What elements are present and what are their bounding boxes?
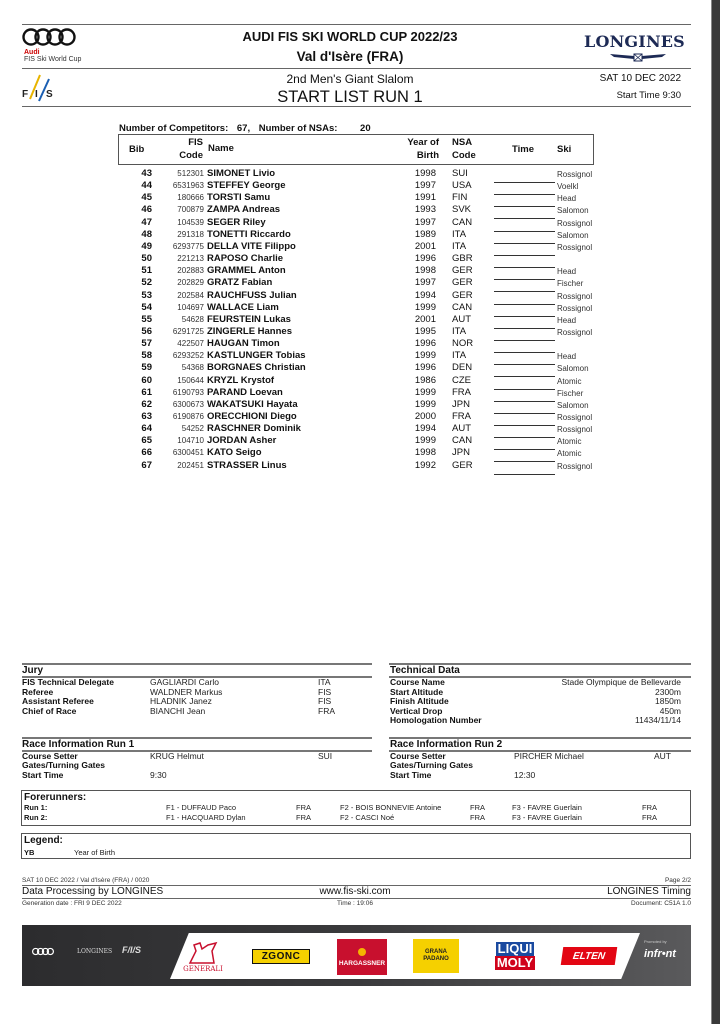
fis-code: 6300451 xyxy=(172,448,204,458)
svg-text:I: I xyxy=(35,89,38,100)
jury-nation: FIS xyxy=(318,696,332,706)
run2-course-setter-nation: AUT xyxy=(654,751,671,761)
legend-desc: Year of Birth xyxy=(74,848,115,857)
bib-number: 65 xyxy=(141,435,152,447)
race-name: 2nd Men's Giant Slalom xyxy=(286,72,414,86)
forerunner-1: F1 - HACQUARD Dylan xyxy=(166,812,246,822)
forerunner-2: F2 - BOIS BONNEVIE Antoine xyxy=(340,803,442,812)
sponsor-elten: ELTEN xyxy=(561,947,618,965)
col-nsa-1: NSA xyxy=(452,137,473,148)
forerunner-run-label: Run 2: xyxy=(24,812,48,822)
table-row xyxy=(118,362,594,374)
table-row xyxy=(118,338,594,350)
athlete-name: STRASSER Linus xyxy=(207,459,287,471)
nsa-code: AUT xyxy=(452,423,471,435)
athlete-name: KATO Seigo xyxy=(207,447,262,459)
run2-start-time-label: Start Time xyxy=(390,770,432,780)
jury-role: Chief of Race xyxy=(22,705,77,716)
fis-code: 54368 xyxy=(181,363,204,373)
sponsor-infront-pre: Promoted by xyxy=(644,939,667,944)
jury-role: Referee xyxy=(22,686,54,697)
nsa-code: FRA xyxy=(452,411,471,422)
venue-title: Val d'Isère (FRA) xyxy=(296,49,404,64)
year-of-birth: 1989 xyxy=(414,228,436,240)
run1-gates-label: Gates/Turning Gates xyxy=(22,760,105,770)
col-fis-code-2: Code xyxy=(179,150,203,161)
fis-code: 512301 xyxy=(177,169,204,178)
forerunner-1-nation: FRA xyxy=(296,803,311,812)
bib-number: 60 xyxy=(141,374,152,386)
fis-code: 202584 xyxy=(177,290,204,300)
ski-brand: Head xyxy=(557,267,577,277)
footer-page: Page 2/2 xyxy=(664,877,691,884)
forerunner-1-nation: FRA xyxy=(296,812,311,822)
athlete-name: DELLA VITE Filippo xyxy=(207,240,296,252)
ski-brand: Rossignol xyxy=(557,303,593,313)
ski-brand: Salomon xyxy=(557,230,589,240)
ski-brand: Rossignol xyxy=(557,327,593,337)
year-of-birth: 1996 xyxy=(414,253,436,265)
forerunner-3: F3 - FAVRE Guerlain xyxy=(512,812,582,822)
bib-number: 44 xyxy=(141,180,152,192)
nsa-code: CAN xyxy=(452,435,473,447)
athlete-name: JORDAN Asher xyxy=(207,435,277,447)
year-of-birth: 1986 xyxy=(414,374,436,386)
longines-logo: LONGINES xyxy=(584,32,685,51)
year-of-birth: 1993 xyxy=(414,204,436,216)
ski-brand: Rossignol xyxy=(557,413,593,422)
bib-number: 54 xyxy=(141,301,152,313)
athlete-name: HAUGAN Timon xyxy=(207,338,280,350)
forerunner-2-nation: FRA xyxy=(470,803,485,812)
athlete-name: TORSTI Samu xyxy=(207,192,271,204)
nsa-code: FIN xyxy=(452,192,468,204)
nsa-code: GER xyxy=(452,277,473,289)
athlete-name: SIMONET Livio xyxy=(207,168,276,179)
tech-title: Technical Data xyxy=(390,665,460,676)
nsa-code: ITA xyxy=(452,240,467,252)
bib-number: 56 xyxy=(141,325,152,337)
forerunners-title: Forerunners: xyxy=(24,792,87,803)
year-of-birth: 1999 xyxy=(414,386,436,398)
run2-title: Race Information Run 2 xyxy=(390,739,503,750)
nsas-count: 20 xyxy=(360,123,371,134)
year-of-birth: 1998 xyxy=(414,265,436,277)
legend-abbr: YB xyxy=(24,848,35,857)
nsa-code: FRA xyxy=(452,386,471,398)
ski-brand: Rossignol xyxy=(557,425,593,435)
sponsor-banner xyxy=(22,925,691,986)
jury-role: Assistant Referee xyxy=(22,696,94,706)
nsa-code: ITA xyxy=(452,350,467,362)
athlete-name: RAPOSO Charlie xyxy=(207,253,284,265)
audi-brand-text: Audi xyxy=(24,49,40,56)
event-title: AUDI FIS SKI WORLD CUP 2022/23 xyxy=(242,29,458,44)
table-row xyxy=(118,229,594,241)
year-of-birth: 1998 xyxy=(414,168,436,179)
table-row xyxy=(118,411,594,423)
table-row xyxy=(118,265,594,277)
tech-value: 1850m xyxy=(655,696,681,706)
tech-value: 2300m xyxy=(655,686,681,697)
audi-subtitle: FIS Ski World Cup xyxy=(24,56,82,63)
legend-box xyxy=(21,833,691,859)
table-row xyxy=(118,435,594,447)
table-row xyxy=(118,277,594,289)
nsa-code: SVK xyxy=(452,204,472,216)
bib-number: 57 xyxy=(141,338,152,350)
year-of-birth: 1991 xyxy=(414,192,436,204)
fis-code: 202883 xyxy=(177,266,204,276)
col-time: Time xyxy=(512,144,535,155)
bib-number: 61 xyxy=(141,386,152,398)
forerunner-3: F3 - FAVRE Guerlain xyxy=(512,803,582,812)
bib-number: 58 xyxy=(141,350,152,362)
athlete-name: KRYZL Krystof xyxy=(207,374,275,386)
bib-number: 50 xyxy=(141,253,152,265)
nsa-code: SUI xyxy=(452,168,468,179)
fis-code: 54628 xyxy=(181,314,204,324)
legend-title: Legend: xyxy=(24,835,63,846)
year-of-birth: 1999 xyxy=(414,435,436,447)
competitor-summary xyxy=(119,123,371,134)
fis-code: 150644 xyxy=(177,375,204,385)
athlete-name: ORECCHIONI Diego xyxy=(207,411,297,422)
col-yob-1: Year of xyxy=(407,137,439,148)
jury-name: WALDNER Markus xyxy=(150,686,223,697)
footer-website[interactable]: www.fis-ski.com xyxy=(319,886,391,897)
year-of-birth: 1994 xyxy=(414,289,436,301)
longines-wings-icon xyxy=(608,51,668,63)
nsa-code: GER xyxy=(452,265,473,277)
jury-nation: FIS xyxy=(318,686,332,697)
ski-brand: Salomon xyxy=(557,364,589,374)
table-row xyxy=(118,447,594,459)
year-of-birth: 2001 xyxy=(414,313,436,325)
col-nsa-2: Code xyxy=(452,150,476,161)
athlete-name: STEFFEY George xyxy=(207,180,286,192)
viewer-scrollbar[interactable] xyxy=(711,0,720,1024)
tech-label: Vertical Drop xyxy=(390,705,443,716)
year-of-birth: 1996 xyxy=(414,338,436,350)
year-of-birth: 1995 xyxy=(414,325,436,337)
footer-generation-date: Generation date : FRI 9 DEC 2022 xyxy=(22,900,122,907)
ski-brand: Atomic xyxy=(557,376,582,386)
sponsor-infront: infr•nt xyxy=(644,948,676,960)
year-of-birth: 1997 xyxy=(414,180,436,192)
ski-brand: Fischer xyxy=(557,388,584,398)
table-row xyxy=(118,460,594,472)
table-row xyxy=(118,302,594,314)
list-title: START LIST RUN 1 xyxy=(277,88,423,106)
athlete-name: SEGER Riley xyxy=(207,216,266,228)
table-row xyxy=(118,314,594,326)
sponsor-grana-padano: GRANA PADANO xyxy=(413,939,459,973)
tech-value: Stade Olympique de Bellevarde xyxy=(561,677,681,687)
jury-nation: ITA xyxy=(318,677,331,687)
bib-number: 43 xyxy=(141,168,152,179)
fis-code: 6190876 xyxy=(172,412,204,421)
jury-top-rule xyxy=(22,663,372,665)
run1-course-setter-label: Course Setter xyxy=(22,751,78,761)
fis-code: 104539 xyxy=(177,217,204,227)
fis-code: 180666 xyxy=(177,193,204,203)
athlete-name: WAKATSUKI Hayata xyxy=(207,398,298,410)
tech-label: Homologation Number xyxy=(390,715,482,725)
footer-time: Time : 19:06 xyxy=(337,900,373,907)
bib-number: 53 xyxy=(141,289,152,301)
bib-number: 47 xyxy=(141,216,152,228)
year-of-birth: 1999 xyxy=(414,398,436,410)
start-list-header xyxy=(118,134,594,165)
bib-number: 55 xyxy=(141,313,152,325)
athlete-name: ZINGERLE Hannes xyxy=(207,325,292,337)
year-of-birth: 1996 xyxy=(414,362,436,374)
bib-number: 45 xyxy=(141,192,152,204)
audi-rings-small-icon xyxy=(32,947,54,956)
ski-brand: Voelkl xyxy=(557,182,579,192)
run2-course-setter: PIRCHER Michael xyxy=(514,751,584,761)
year-of-birth: 1999 xyxy=(414,350,436,362)
fis-code: 6531963 xyxy=(172,181,204,191)
col-fis-code-1: FIS xyxy=(188,137,203,148)
bib-number: 62 xyxy=(141,398,152,410)
footer-data-processing: Data Processing by LONGINES xyxy=(22,886,164,897)
footer-doc-ref: SAT 10 DEC 2022 / Val d'Isère (FRA) / 0020 xyxy=(22,877,150,884)
bib-number: 59 xyxy=(141,362,152,374)
athlete-name: BORGNAES Christian xyxy=(207,362,306,374)
fis-code: 104697 xyxy=(177,302,204,312)
jury-nation: FRA xyxy=(318,705,335,716)
nsa-code: GER xyxy=(452,459,473,471)
sponsor-longines-small: LONGINES xyxy=(77,948,113,955)
athlete-name: RAUCHFUSS Julian xyxy=(207,289,297,301)
athlete-name: WALLACE Liam xyxy=(207,301,279,313)
athlete-name: ZAMPA Andreas xyxy=(207,204,281,216)
ski-brand: Atomic xyxy=(557,449,582,459)
fis-code: 422507 xyxy=(177,339,204,349)
tech-value: 11434/11/14 xyxy=(634,715,681,725)
table-row xyxy=(118,350,594,362)
hargassner-emblem-icon xyxy=(358,948,366,956)
jury-title: Jury xyxy=(22,665,44,676)
sponsor-hargassner: HARGASSNER xyxy=(337,939,387,975)
ski-brand: Head xyxy=(557,315,577,325)
generali-lion-icon xyxy=(188,941,218,965)
forerunner-2-nation: FRA xyxy=(470,812,485,822)
year-of-birth: 1992 xyxy=(414,459,436,471)
nsas-label: Number of NSAs: xyxy=(258,123,338,134)
athlete-name: KASTLUNGER Tobias xyxy=(207,350,306,362)
bib-number: 63 xyxy=(141,411,152,422)
table-row xyxy=(118,387,594,399)
table-row xyxy=(118,423,594,435)
jury-name: GAGLIARDI Carlo xyxy=(150,677,219,687)
fis-code: 54252 xyxy=(181,424,204,434)
nsa-code: ITA xyxy=(452,228,467,240)
year-of-birth: 1997 xyxy=(414,277,436,289)
nsa-code: NOR xyxy=(452,338,474,350)
start-time: Start Time 9:30 xyxy=(616,90,681,101)
run1-start-time-label: Start Time xyxy=(22,770,64,780)
nsa-code: GBR xyxy=(452,253,473,265)
forerunner-run-label: Run 1: xyxy=(24,803,48,812)
sponsor-generali: GENERALI xyxy=(180,937,226,977)
jury-role: FIS Technical Delegate xyxy=(22,677,114,687)
competitors-count: 67, xyxy=(236,123,251,134)
jury-name: BIANCHI Jean xyxy=(150,705,206,716)
athlete-name: GRAMMEL Anton xyxy=(207,265,286,277)
table-row xyxy=(118,241,594,253)
col-name: Name xyxy=(208,143,234,154)
table-row xyxy=(118,192,594,204)
nsa-code: AUT xyxy=(452,313,471,325)
col-yob-2: Birth xyxy=(416,150,439,161)
ski-brand: Rossignol xyxy=(557,170,593,179)
col-bib: Bib xyxy=(129,144,145,155)
fis-code: 202829 xyxy=(177,278,204,288)
fis-code: 104710 xyxy=(177,436,204,446)
fis-code: 700879 xyxy=(177,205,204,215)
bib-number: 64 xyxy=(141,423,152,435)
svg-text:F: F xyxy=(22,89,29,100)
jury-name: HLADNIK Janez xyxy=(150,696,212,706)
fis-code: 6293775 xyxy=(172,241,204,251)
table-row xyxy=(118,290,594,302)
table-row xyxy=(118,217,594,229)
ski-brand: Rossignol xyxy=(557,291,593,301)
nsa-code: DEN xyxy=(452,362,473,374)
table-row xyxy=(118,326,594,338)
tech-label: Course Name xyxy=(390,677,445,687)
nsa-code: ITA xyxy=(452,325,467,337)
audi-rings-logo xyxy=(22,27,76,47)
footer-timing: LONGINES Timing xyxy=(607,886,691,897)
run1-course-setter: KRUG Helmut xyxy=(150,751,204,761)
fis-code: 221213 xyxy=(177,254,204,264)
year-of-birth: 1994 xyxy=(414,423,436,435)
nsa-code: CAN xyxy=(452,216,473,228)
run2-course-setter-label: Course Setter xyxy=(390,751,446,761)
nsa-code: CZE xyxy=(452,374,471,386)
ski-brand: Rossignol xyxy=(557,461,593,471)
year-of-birth: 1999 xyxy=(414,301,436,313)
sponsor-zgonc: ZGONC xyxy=(252,949,310,964)
nsa-code: USA xyxy=(452,180,472,192)
table-row xyxy=(118,204,594,216)
fis-code: 291318 xyxy=(177,229,204,239)
ski-brand: Salomon xyxy=(557,206,589,216)
table-row xyxy=(118,399,594,411)
ski-brand: Head xyxy=(557,194,577,204)
year-of-birth: 2001 xyxy=(414,240,436,252)
svg-text:S: S xyxy=(46,89,53,100)
bib-number: 49 xyxy=(141,240,152,252)
tech-label: Finish Altitude xyxy=(390,696,449,706)
footer-document: Document: C51A 1.0 xyxy=(631,900,691,907)
fis-code: 6291725 xyxy=(172,326,204,336)
fis-logo xyxy=(22,73,58,103)
run1-start-time: 9:30 xyxy=(150,770,167,780)
competitors-label: Number of Competitors: xyxy=(119,123,229,134)
ski-brand: Salomon xyxy=(557,400,589,410)
athlete-name: PARAND Loevan xyxy=(207,386,283,398)
bib-number: 46 xyxy=(141,204,152,216)
table-row xyxy=(118,180,594,192)
time-field xyxy=(494,463,555,475)
athlete-name: TONETTI Riccardo xyxy=(207,228,291,240)
table-row xyxy=(118,375,594,387)
ski-brand: Rossignol xyxy=(557,242,593,252)
sponsor-fis-small: F/I/S xyxy=(122,945,142,955)
ski-brand: Fischer xyxy=(557,279,584,289)
forerunner-3-nation: FRA xyxy=(642,803,657,812)
year-of-birth: 1997 xyxy=(414,216,436,228)
ski-brand: Atomic xyxy=(557,437,582,447)
athlete-name: GRATZ Fabian xyxy=(207,277,273,289)
nsa-code: JPN xyxy=(452,447,470,459)
run2-gates-label: Gates/Turning Gates xyxy=(390,760,473,770)
header-bottom-rule xyxy=(22,106,691,107)
athlete-name: RASCHNER Dominik xyxy=(207,423,301,435)
forerunner-3-nation: FRA xyxy=(642,812,657,822)
fis-code: 6190793 xyxy=(172,387,204,397)
year-of-birth: 2000 xyxy=(414,411,436,422)
table-row xyxy=(118,253,594,265)
forerunner-2: F2 - CASCI Noé xyxy=(340,812,395,822)
nsa-code: GER xyxy=(452,289,473,301)
forerunner-1: F1 - DUFFAUD Paco xyxy=(166,803,237,812)
tech-label: Start Altitude xyxy=(390,686,444,697)
sponsor-liqui-moly: LIQUI MOLY xyxy=(496,941,534,970)
year-of-birth: 1998 xyxy=(414,447,436,459)
ski-brand: Rossignol xyxy=(557,218,593,228)
table-row xyxy=(118,168,594,180)
run2-start-time: 12:30 xyxy=(514,770,536,780)
fis-code: 6293252 xyxy=(172,351,204,361)
header-top-rule xyxy=(22,24,691,25)
bib-number: 66 xyxy=(141,447,152,459)
ski-brand: Head xyxy=(557,352,577,362)
bib-number: 51 xyxy=(141,265,152,277)
nsa-code: CAN xyxy=(452,301,473,313)
race-date: SAT 10 DEC 2022 xyxy=(599,73,681,84)
bib-number: 52 xyxy=(141,277,152,289)
run1-course-setter-nation: SUI xyxy=(318,751,333,761)
fis-code: 6300673 xyxy=(172,399,204,409)
run1-title: Race Information Run 1 xyxy=(22,739,135,750)
athlete-name: FEURSTEIN Lukas xyxy=(207,313,291,325)
nsa-code: JPN xyxy=(452,398,470,410)
header-mid-rule xyxy=(22,68,691,69)
col-ski: Ski xyxy=(557,144,572,155)
bib-number: 48 xyxy=(141,228,152,240)
tech-value: 450m xyxy=(659,705,681,716)
fis-code: 202451 xyxy=(177,460,204,470)
bib-number: 67 xyxy=(141,459,152,471)
footer-rule-2 xyxy=(22,898,691,899)
